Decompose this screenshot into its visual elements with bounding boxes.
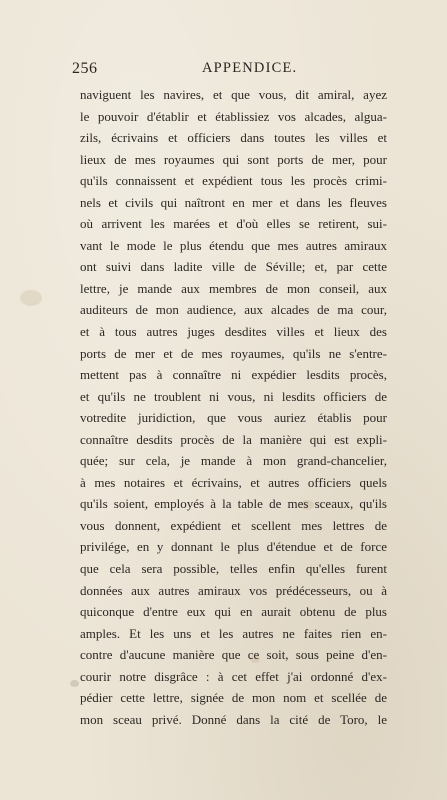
body-text [80, 84, 387, 730]
text-line: vous donnent, expédient et scellent mes lettres de [80, 517, 387, 533]
text-line: que cela sera possible, telles enfin qu'elles furent [80, 561, 387, 577]
text-line: quée; sur cela, je mande à mon grand-chancelier, [80, 453, 387, 469]
text-line: nels et civils qui naîtront en mer et dans les fleuves [80, 194, 387, 210]
text-line: et qu'ils ne troublent ni vous, ni lesdits officiers de [80, 388, 387, 404]
text-line: et à tous autres juges desdites villes et lieux des [80, 324, 387, 340]
text-line: zils, écrivains et officiers dans toutes les villes et [80, 130, 387, 146]
paper-stain [70, 680, 79, 687]
text-line: ont suivi dans ladite ville de Séville; et, par cette [80, 259, 387, 275]
text-line: amples. Et les uns et les autres ne faites rien en- [80, 625, 387, 641]
text-line: lieux de mes royaumes qui sont ports de mer, pour [80, 151, 387, 167]
text-line: ports de mer et de mes royaumes, qu'ils ne s'entre- [80, 345, 387, 361]
text-line: le pouvoir d'établir et établissiez vos alcades, algua- [80, 108, 387, 124]
text-line: pédier cette lettre, signée de mon nom et scellée de [80, 690, 387, 706]
running-title: APPENDICE. [202, 60, 298, 76]
text-line: contre d'aucune manière que ce soit, sous peine d'en- [80, 647, 387, 663]
page-number: 256 [72, 60, 98, 77]
text-line: qu'ils connaissent et expédient tous les procès crimi- [80, 173, 387, 189]
text-line: qu'ils soient, employés à la table de mes sceaux, qu'ils [80, 496, 387, 512]
text-line: votredite juridiction, que vous auriez établis pour [80, 410, 387, 426]
text-line: auditeurs de mon audience, aux alcades de ma cour, [80, 302, 387, 318]
running-head [72, 60, 392, 80]
text-line: à mes notaires et écrivains, et autres officiers quels [80, 474, 387, 490]
text-line: vant le mode le plus étendu que mes autres amiraux [80, 237, 387, 253]
text-line: mon sceau privé. Donné dans la cité de Toro, le [80, 711, 387, 727]
text-line: quiconque d'entre eux qui en aurait obtenu de plus [80, 604, 387, 620]
text-line: données aux autres amiraux vos prédécesseurs, ou à [80, 582, 387, 598]
text-line: où arrivent les marées et d'où elles se retirent, sui- [80, 216, 387, 232]
text-line: connaître desdits procès de la manière qui est expli- [80, 431, 387, 447]
text-line: mettent pas à connaître ni expédier lesdits procès, [80, 367, 387, 383]
paper-stain [20, 290, 42, 306]
text-line: lettre, je mande aux membres de mon conseil, aux [80, 280, 387, 296]
text-line: naviguent les navires, et que vous, dit amiral, ayez [80, 87, 387, 102]
text-line: privilége, en y donnant le plus d'étendue et de force [80, 539, 387, 555]
text-line: courir notre disgrâce : à cet effet j'ai ordonné d'ex- [80, 668, 387, 684]
